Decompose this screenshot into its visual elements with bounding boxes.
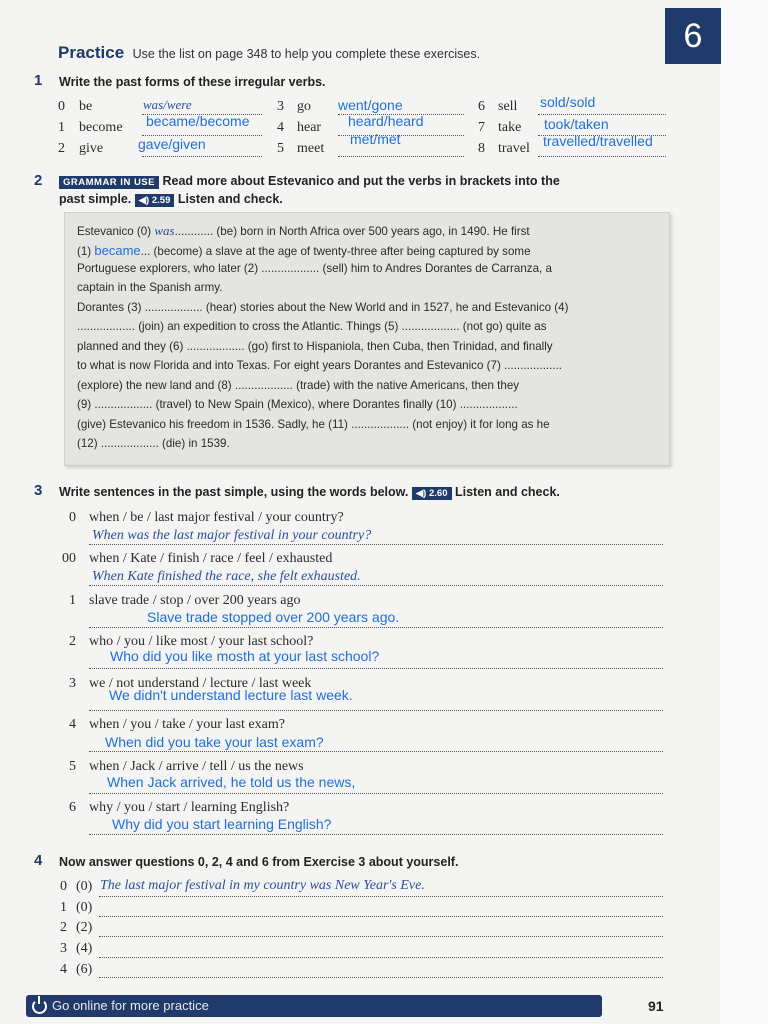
ex3-prompt-3: we / not understand / lecture / last week — [89, 676, 312, 691]
ex4-line-3[interactable] — [99, 956, 663, 958]
text-line-9: (explore) the new land and (8) .................. (trade) with the native Americans, then they — [77, 379, 520, 392]
text-line-3: Portuguese explorers, who later (2) .................. (sell) him to Andres Dorantes de Carranza, a — [77, 262, 552, 275]
ex3-prompt-00: when / Kate / finish / race / feel / exhausted — [89, 551, 333, 566]
page-number: 91 — [648, 998, 664, 1014]
exercise-2-title-b1: past simple. — [59, 192, 132, 206]
exercise-4-title: Now answer questions 0, 2, 4 and 6 from Exercise 3 about yourself. — [59, 855, 459, 869]
audio-track-number: 2.59 — [151, 195, 171, 206]
ex3-line-3[interactable] — [89, 709, 663, 711]
exercise-3-title-end: Listen and check. — [454, 485, 560, 499]
ex3-num-3: 3 — [69, 676, 76, 691]
exercise-2-title-a: Read more about Estevanico and put the verbs in brackets into the — [162, 174, 560, 188]
ex4-answer-0: The last major festival in my country was New Year's Eve. — [100, 878, 425, 893]
ex4-num-2: 2 — [60, 920, 67, 935]
ex1-verb-3: go — [297, 99, 311, 114]
ex1-verb-1: become — [79, 120, 123, 135]
ex4-line-2[interactable] — [99, 935, 663, 937]
ex3-prompt-0: when / be / last major festival / your country? — [89, 510, 344, 525]
ex3-answer-5: When Jack arrived, he told us the news, — [107, 774, 356, 790]
ex4-num-3: 3 — [60, 941, 67, 956]
ex1-answer-1: became/become — [146, 113, 250, 129]
ex1-answer-0: was/were — [143, 97, 192, 112]
ex3-answer-1: Slave trade stopped over 200 years ago. — [147, 609, 400, 625]
ex1-answer-3: went/gone — [338, 97, 403, 113]
speaker-icon: ◀) — [138, 195, 150, 206]
ex3-num-4: 4 — [69, 717, 76, 732]
ex3-prompt-6: why / you / start / learning English? — [89, 800, 290, 815]
practice-header — [58, 43, 480, 63]
ex4-line-4[interactable] — [99, 976, 663, 978]
ex1-answer-6: sold/sold — [540, 94, 596, 110]
ex3-prompt-4: when / you / take / your last exam? — [89, 717, 285, 732]
unit-tab: 6 — [665, 8, 721, 64]
exercise-1-number: 1 — [34, 72, 43, 89]
ex1-num-6: 6 — [478, 99, 485, 114]
power-icon — [32, 999, 47, 1014]
practice-heading: Practice — [58, 43, 125, 62]
ex3-line-4[interactable] — [89, 750, 663, 752]
text-line-10: (9) .................. (travel) to New Spain (Mexico), where Dorantes finally (10) .................. — [77, 398, 518, 411]
exercise-1-title: Write the past forms of these irregular verbs. — [59, 75, 326, 89]
ex3-answer-6: Why did you start learning English? — [112, 816, 332, 832]
ex3-line-5[interactable] — [89, 792, 663, 794]
ex3-prompt-2: who / you / like most / your last school? — [89, 634, 314, 649]
exercise-2-title-line1 — [59, 174, 560, 189]
ex3-line-1[interactable] — [89, 626, 663, 628]
ex4-num-0: 0 — [60, 879, 67, 894]
ex1-answer-7: took/taken — [544, 116, 609, 132]
ex1-verb-4: hear — [297, 120, 322, 135]
audio-track-badge[interactable] — [135, 194, 175, 207]
go-online-banner[interactable] — [26, 995, 602, 1017]
ex3-answer-00: When Kate finished the race, she felt exhausted. — [92, 569, 361, 584]
ex1-verb-5: meet — [297, 141, 325, 156]
ex4-ref-0: (0) — [76, 879, 93, 894]
ex1-num-0: 0 — [58, 99, 65, 114]
ex4-ref-4: (6) — [76, 962, 93, 977]
ex3-num-00: 00 — [62, 551, 76, 566]
ex1-answer-4: heard/heard — [348, 113, 424, 129]
text-line-6: .................. (join) an expedition to cross the Atlantic. Things (5) .................. (not go) quite as — [77, 320, 547, 333]
estevanico-text-box — [64, 212, 670, 466]
exercise-3-number: 3 — [34, 482, 43, 499]
ex4-num-4: 4 — [60, 962, 67, 977]
ex3-answer-0: When was the last major festival in your country? — [92, 528, 372, 543]
page-edge — [720, 0, 768, 1024]
grammar-in-use-badge: GRAMMAR IN USE — [59, 176, 159, 189]
exercise-3-title — [59, 485, 560, 500]
text-line-1: Estevanico (0) was............ (be) born in North Africa over 500 years ago, in 1490. He first — [77, 223, 530, 238]
ex1-num-7: 7 — [478, 120, 485, 135]
audio-track-number: 2.60 — [429, 488, 448, 499]
ex4-ref-3: (4) — [76, 941, 93, 956]
text-line-7: planned and they (6) .................. (go) first to Hispaniola, then Cuba, then Trinidad, and finally — [77, 340, 553, 353]
exercise-2-title-line2 — [59, 192, 283, 207]
audio-track-badge-2[interactable] — [412, 487, 452, 500]
ex1-num-8: 8 — [478, 141, 485, 156]
ex1-num-3: 3 — [277, 99, 284, 114]
ex1-num-1: 1 — [58, 120, 65, 135]
ex4-ref-1: (0) — [76, 900, 93, 915]
ex3-line-2[interactable] — [89, 667, 663, 669]
text-line-11: (give) Estevanico his freedom in 1536. Sadly, he (11) .................. (not enjoy) it for long as he — [77, 418, 550, 431]
ex3-num-6: 6 — [69, 800, 76, 815]
ex3-answer-2: Who did you like mosth at your last school? — [110, 648, 380, 664]
ex1-verb-2: give — [79, 141, 104, 156]
text-line-2: (1) became... (become) a slave at the age of twenty-three after being captured by some — [77, 243, 531, 258]
ex1-answer-8: travelled/travelled — [543, 133, 653, 149]
ex3-prompt-5: when / Jack / arrive / tell / us the news — [89, 759, 304, 774]
text-line-4: captain in the Spanish army. — [77, 281, 223, 294]
ex2-answer-0: was — [154, 223, 175, 238]
ex3-line-6[interactable] — [89, 833, 663, 835]
ex4-num-1: 1 — [60, 900, 67, 915]
practice-instruction: Use the list on page 348 to help you complete these exercises. — [132, 47, 481, 61]
ex3-num-1: 1 — [69, 593, 76, 608]
ex1-num-4: 4 — [277, 120, 284, 135]
ex3-answer-3: We didn't understand lecture last week. — [109, 687, 353, 703]
ex1-verb-8: travel — [498, 141, 530, 156]
ex1-num-2: 2 — [58, 141, 65, 156]
exercise-2-number: 2 — [34, 172, 43, 189]
ex1-answer-2: gave/given — [138, 136, 206, 152]
ex3-prompt-1: slave trade / stop / over 200 years ago — [89, 593, 301, 608]
ex4-ref-2: (2) — [76, 920, 93, 935]
go-online-text: Go online for more practice — [52, 998, 209, 1013]
exercise-2-title-b2: Listen and check. — [177, 192, 283, 206]
ex4-line-1[interactable] — [99, 915, 663, 917]
ex1-num-5: 5 — [277, 141, 284, 156]
text-line-12: (12) .................. (die) in 1539. — [77, 437, 230, 450]
ex3-answer-4: When did you take your last exam? — [105, 734, 324, 750]
ex3-num-0: 0 — [69, 510, 76, 525]
text-line-5: Dorantes (3) .................. (hear) stories about the New World and in 1527, he and Estevanico (4) — [77, 301, 569, 314]
exercise-3-title-text: Write sentences in the past simple, using the words below. — [59, 485, 409, 499]
ex1-verb-7: take — [498, 120, 522, 135]
ex4-line-0 — [99, 895, 663, 897]
ex3-num-5: 5 — [69, 759, 76, 774]
ex3-num-2: 2 — [69, 634, 76, 649]
ex1-answer-5: met/met — [350, 131, 401, 147]
ex1-verb-6: sell — [498, 99, 518, 114]
ex1-verb-0: be — [79, 99, 93, 114]
text-line-8: to what is now Florida and into Texas. For eight years Dorantes and Estevanico (7) .................. — [77, 359, 563, 372]
ex2-answer-1: became — [94, 243, 141, 258]
exercise-4-number: 4 — [34, 852, 43, 869]
speaker-icon: ◀) — [415, 488, 427, 499]
